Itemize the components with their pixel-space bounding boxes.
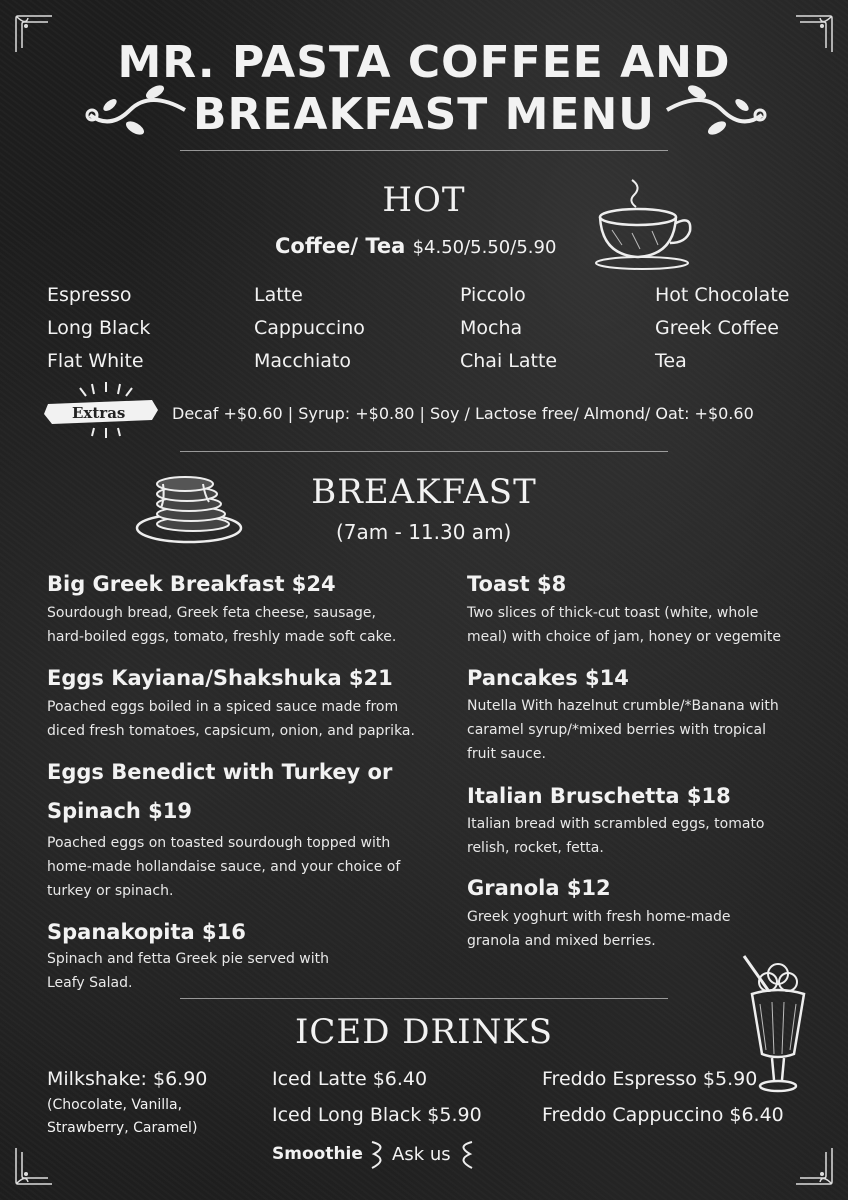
hot-item-latte: Latte bbox=[254, 284, 303, 306]
smoothie-text: Ask us bbox=[392, 1144, 451, 1165]
breakfast-item-desc: Italian bread with scrambled eggs, tomato relish, rocket, fetta. bbox=[467, 816, 765, 856]
extras-label: Extras bbox=[72, 404, 126, 422]
extras-text: Decaf +$0.60 | Syrup: +$0.80 | Soy / Lactose free/ Almond/ Oat: +$0.60 bbox=[172, 404, 754, 423]
breakfast-item-title: Italian Bruschetta $18 bbox=[467, 784, 731, 808]
hot-item-cappuccino: Cappuccino bbox=[254, 317, 365, 339]
corner-ornament-icon bbox=[14, 1146, 54, 1186]
breakfast-item-title: Toast $8 bbox=[467, 572, 567, 596]
iced-milkshake: Milkshake: $6.90 bbox=[47, 1068, 208, 1090]
breakfast-item-title: Eggs Benedict with Turkey or bbox=[47, 760, 393, 784]
hot-item-greek-coffee: Greek Coffee bbox=[655, 317, 779, 339]
coffee-tea-price: $4.50/5.50/5.90 bbox=[412, 237, 557, 258]
coffee-tea-heading bbox=[275, 234, 556, 258]
breakfast-item-desc: Spinach and fetta Greek pie served with Leafy Salad. bbox=[47, 951, 329, 991]
smoothie-label: Smoothie bbox=[272, 1144, 363, 1164]
breakfast-item-desc: Poached eggs boiled in a spiced sauce made from diced fresh tomatoes, capsicum, onion, and paprika. bbox=[47, 699, 415, 739]
breakfast-item-title: Big Greek Breakfast $24 bbox=[47, 572, 336, 596]
breakfast-item-desc: Greek yoghurt with fresh home-made granola and mixed berries. bbox=[467, 909, 731, 949]
hot-item-macchiato: Macchiato bbox=[254, 350, 351, 372]
hot-item-long-black: Long Black bbox=[47, 317, 151, 339]
section-title-breakfast: BREAKFAST bbox=[311, 472, 537, 512]
section-title-iced-drinks: ICED DRINKS bbox=[294, 1012, 554, 1052]
breakfast-item-desc: Nutella With hazelnut crumble/*Banana with caramel syrup/*mixed berries with tropical fruit sauce. bbox=[467, 698, 779, 762]
freddo-cappuccino: Freddo Cappuccino $6.40 bbox=[542, 1104, 784, 1126]
coffee-cup-icon bbox=[592, 175, 702, 275]
breakfast-item-title: Granola $12 bbox=[467, 876, 611, 900]
hot-item-flat-white: Flat White bbox=[47, 350, 144, 372]
section-title-hot: HOT bbox=[382, 180, 466, 220]
hot-item-espresso: Espresso bbox=[47, 284, 132, 306]
hot-item-mocha: Mocha bbox=[460, 317, 523, 339]
hot-item-chai-latte: Chai Latte bbox=[460, 350, 558, 372]
hot-item-hot-chocolate: Hot Chocolate bbox=[655, 284, 790, 306]
pancake-stack-icon bbox=[133, 468, 245, 548]
iced-milkshake-flavours: (Chocolate, Vanilla, Strawberry, Caramel) bbox=[47, 1097, 198, 1136]
hot-item-piccolo: Piccolo bbox=[460, 284, 526, 306]
breakfast-item-title: Spanakopita $16 bbox=[47, 920, 246, 944]
breakfast-item-desc: Sourdough bread, Greek feta cheese, sausage, hard-boiled eggs, tomato, freshly made soft cake. bbox=[47, 605, 397, 645]
leaf-flourish-icon bbox=[80, 70, 190, 140]
iced-latte: Iced Latte $6.40 bbox=[272, 1068, 428, 1090]
swirl-icon bbox=[454, 1138, 476, 1172]
leaf-flourish-icon bbox=[662, 70, 772, 140]
corner-ornament-icon bbox=[794, 1146, 834, 1186]
breakfast-hours: (7am - 11.30 am) bbox=[336, 520, 512, 544]
swirl-icon bbox=[368, 1138, 390, 1172]
menu-title-line2: BREAKFAST MENU bbox=[192, 89, 656, 140]
divider bbox=[180, 150, 668, 151]
hot-item-tea: Tea bbox=[655, 350, 687, 372]
divider bbox=[180, 451, 668, 452]
breakfast-item-title: Spinach $19 bbox=[47, 799, 193, 823]
freddo-espresso: Freddo Espresso $5.90 bbox=[542, 1068, 758, 1090]
breakfast-item-title: Pancakes $14 bbox=[467, 666, 629, 690]
menu-title-line1: MR. PASTA COFFEE AND bbox=[117, 37, 731, 88]
divider bbox=[180, 998, 668, 999]
iced-long-black: Iced Long Black $5.90 bbox=[272, 1104, 482, 1126]
breakfast-item-desc: Two slices of thick-cut toast (white, whole meal) with choice of jam, honey or vegemite bbox=[467, 605, 781, 645]
breakfast-item-title: Eggs Kayiana/Shakshuka $21 bbox=[47, 666, 393, 690]
breakfast-item-desc: Poached eggs on toasted sourdough topped with home-made hollandaise sauce, and your choice of turkey or spinach. bbox=[47, 835, 401, 899]
coffee-tea-label: Coffee/ Tea bbox=[275, 234, 406, 258]
